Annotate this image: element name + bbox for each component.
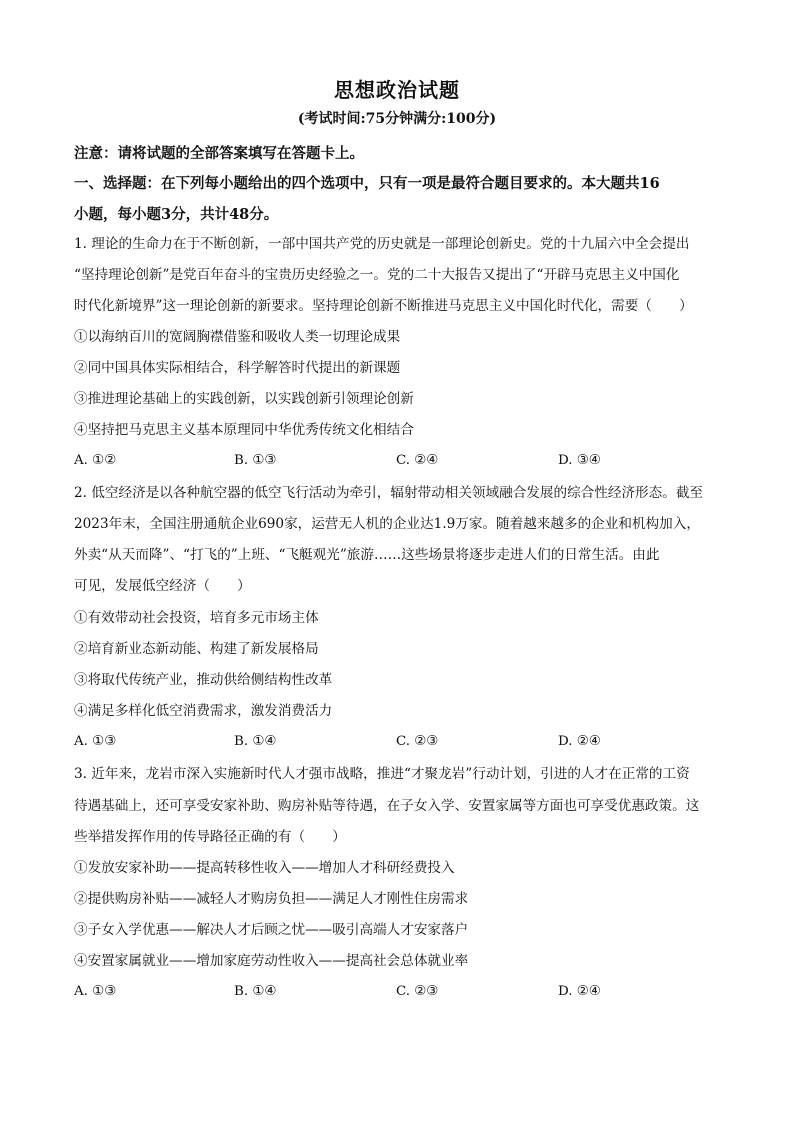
- q2-option-c: C. ②③: [396, 734, 439, 749]
- q1-stem-line: 时代化新境界”这一理论创新的新要求。坚持理论创新不断推进马克思主义中国化时代化，需要（ ）: [74, 298, 693, 314]
- q2-item: ②培育新业态新动能、构建了新发展格局: [74, 641, 319, 657]
- q2-option-a: A. ①③: [74, 734, 117, 749]
- q3-item: ③子女入学优惠——解决人才后顾之忧——吸引高端人才安家落户: [74, 922, 469, 938]
- q2-stem-line: 可见，发展低空经济（ ）: [74, 578, 251, 594]
- q1-stem-line: “坚持理论创新”是党百年奋斗的宝贵历史经验之一。党的二十大报告又提出了“开辟马克思主义中国化: [74, 267, 680, 283]
- q2-stem-line: 2. 低空经济是以各种航空器的低空飞行活动为牵引，辐射带动相关领域融合发展的综合性经济形态。截至: [74, 485, 704, 501]
- q3-option-a: A. ①③: [74, 984, 117, 999]
- q3-item: ②提供购房补贴——减轻人才购房负担——满足人才刚性住房需求: [74, 891, 469, 907]
- q1-option-b: B. ①③: [234, 453, 277, 468]
- q2-item: ①有效带动社会投资，培育多元市场主体: [74, 610, 319, 626]
- exam-time-subtitle: (考试时间:75分钟满分:100分): [297, 111, 497, 127]
- q3-item: ④安置家属就业——增加家庭劳动性收入——提高社会总体就业率: [74, 953, 469, 969]
- q1-item: ①以海纳百川的宽阔胸襟借鉴和吸收人类一切理论成果: [74, 329, 401, 345]
- q3-option-d: D. ②④: [558, 984, 601, 999]
- notice-text: 注意：请将试题的全部答案填写在答题卡上。: [74, 145, 364, 162]
- q1-option-d: D. ③④: [558, 453, 601, 468]
- q1-option-c: C. ②④: [396, 453, 439, 468]
- q1-item: ④坚持把马克思主义基本原理同中华优秀传统文化相结合: [74, 422, 414, 438]
- q3-item: ①发放安家补助——提高转移性收入——增加人才科研经费投入: [74, 860, 455, 876]
- q3-stem-line: 些举措发挥作用的传导路径正确的有（ ）: [74, 829, 346, 845]
- q3-option-b: B. ①④: [234, 984, 277, 999]
- page-title: 思想政治试题: [334, 78, 460, 102]
- q3-stem-line: 待遇基础上，还可享受安家补助、购房补贴等待遇，在子女入学、安置家属等方面也可享受优惠政策。这: [74, 798, 700, 814]
- q2-item: ④满足多样化低空消费需求，激发消费活力: [74, 703, 333, 719]
- q1-item: ③推进理论基础上的实践创新，以实践创新引领理论创新: [74, 391, 414, 407]
- q2-stem-line: 2023年末，全国注册通航企业690家，运营无人机的企业达1.9万家。随着越来越多的企业和机构加入，: [74, 516, 700, 532]
- q1-stem-line: 1. 理论的生命力在于不断创新，一部中国共产党的历史就是一部理论创新史。党的十九届六中全会提出: [74, 236, 690, 252]
- q2-stem-line: 外卖“从天而降”、“打飞的”上班、“飞艇观光”旅游……这些场景将逐步走进人们的日常生活。由此: [74, 547, 660, 563]
- section-instruction-line-1: 一、选择题：在下列每小题给出的四个选项中，只有一项是最符合题目要求的。本大题共16: [74, 175, 660, 192]
- q2-option-d: D. ②④: [558, 734, 601, 749]
- q3-option-c: C. ②③: [396, 984, 439, 999]
- section-instruction-line-2: 小题，每小题3分，共计48分。: [74, 206, 279, 223]
- q2-item: ③将取代传统产业，推动供给侧结构性改革: [74, 672, 333, 688]
- q2-option-b: B. ①④: [234, 734, 277, 749]
- q1-option-a: A. ①②: [74, 453, 117, 468]
- q3-stem-line: 3. 近年来，龙岩市深入实施新时代人才强市战略，推进“才聚龙岩”行动计划，引进的人才在正常的工资: [74, 766, 690, 782]
- q1-item: ②同中国具体实际相结合，科学解答时代提出的新课题: [74, 360, 401, 376]
